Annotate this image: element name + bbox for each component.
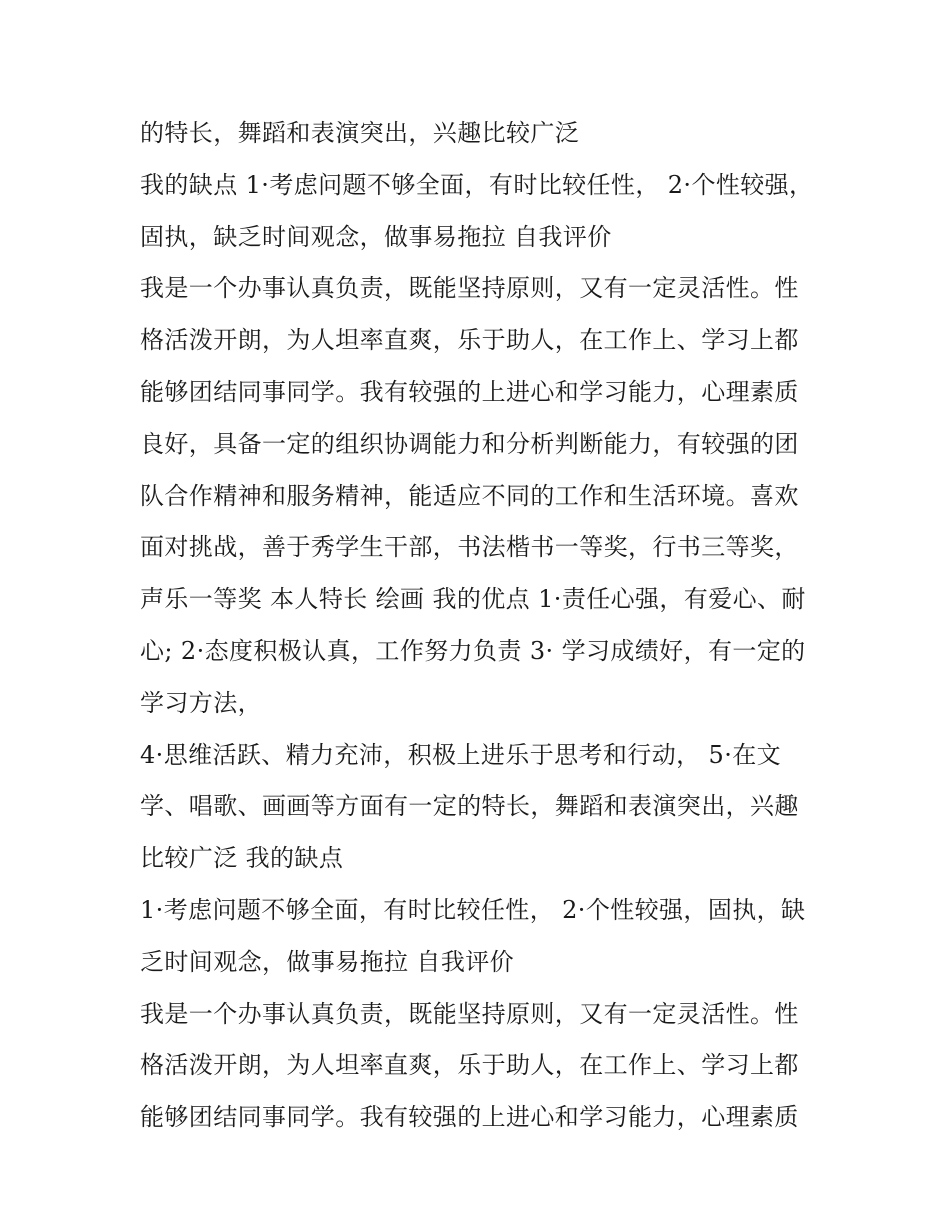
text-line: 我的缺点 1·考虑问题不够全面，有时比较任性， 2·个性较强， <box>140 170 814 199</box>
text-line: 的特长，舞蹈和表演突出，兴趣比较广泛 <box>140 119 580 147</box>
text-line: 能够团结同事同学。我有较强的上进心和学习能力，心理素质 <box>140 1103 799 1132</box>
text-line: 我是一个办事认真负责，既能坚持原则，又有一定灵活性。性 <box>140 999 799 1028</box>
text-line: 学习方法， <box>140 688 262 717</box>
text-line: 比较广泛 我的缺点 <box>140 844 344 873</box>
text-line: 4·思维活跃、精力充沛，积极上进乐于思考和行动， 5·在文 <box>140 740 782 769</box>
text-line: 1·考虑问题不够全面，有时比较任性， 2·个性较强，固执，缺 <box>140 895 806 924</box>
text-line: 心; 2·态度积极认真，工作努力负责 3· 学习成绩好，有一定的 <box>140 636 806 665</box>
body-text <box>140 108 840 1144</box>
text-line: 我是一个办事认真负责，既能坚持原则，又有一定灵活性。性 <box>140 274 799 303</box>
text-line: 格活泼开朗，为人坦率直爽，乐于助人，在工作上、学习上都 <box>140 326 799 355</box>
text-line: 能够团结同事同学。我有较强的上进心和学习能力，心理素质 <box>140 377 799 406</box>
text-line: 学、唱歌、画画等方面有一定的特长，舞蹈和表演突出，兴趣 <box>140 792 799 821</box>
text-line: 声乐一等奖 本人特长 绘画 我的优点 1·责任心强，有爱心、耐 <box>140 585 806 614</box>
text-line: 良好，具备一定的组织协调能力和分析判断能力，有较强的团 <box>140 429 799 458</box>
text-line: 固执，缺乏时间观念，做事易拖拉 自我评价 <box>140 222 612 251</box>
text-line: 乏时间观念，做事易拖拉 自我评价 <box>140 947 515 976</box>
text-line: 队合作精神和服务精神，能适应不同的工作和生活环境。喜欢 <box>140 481 799 510</box>
text-line: 面对挑战，善于秀学生干部，书法楷书一等奖，行书三等奖， <box>140 533 799 562</box>
text-line: 格活泼开朗，为人坦率直爽，乐于助人，在工作上、学习上都 <box>140 1051 799 1080</box>
